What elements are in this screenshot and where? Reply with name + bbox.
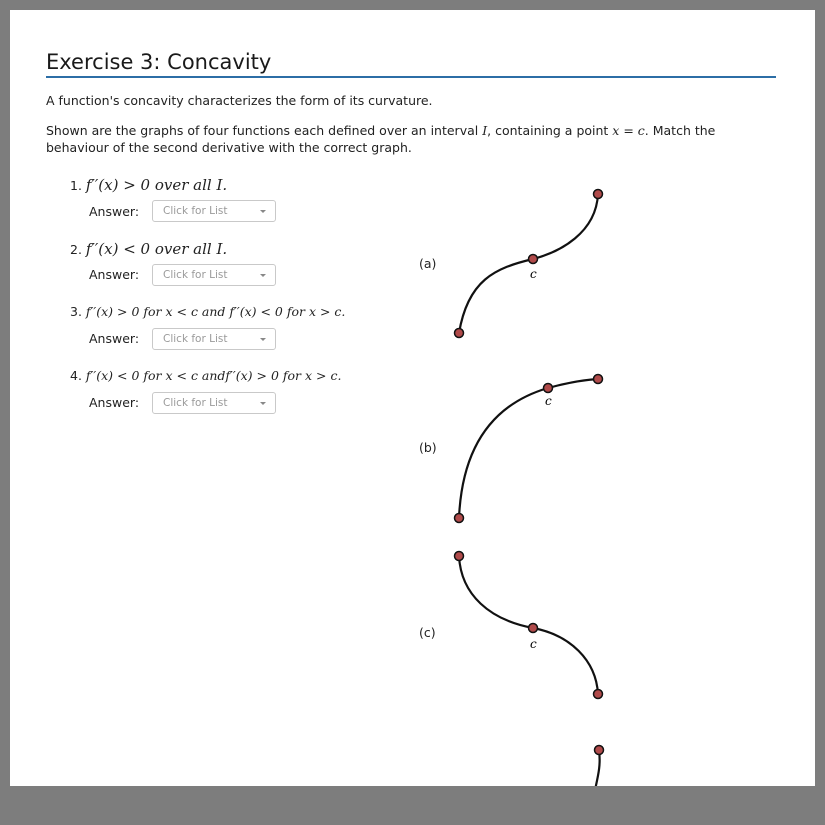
graph-b-point-c xyxy=(544,384,553,393)
graph-b-curve xyxy=(459,379,598,518)
question-text: f′′(x) < 0 over all I. xyxy=(85,240,228,258)
question-number: 1. xyxy=(70,178,82,193)
answer-label: Answer: xyxy=(89,395,140,410)
graph-c-endpoint xyxy=(455,552,464,561)
graph-label-b: (b) xyxy=(419,440,437,455)
select-placeholder: Click for List xyxy=(163,397,228,409)
graph-a-curve xyxy=(459,194,598,333)
graph-c-c-label: c xyxy=(530,637,537,651)
graph-label-a: (a) xyxy=(419,256,437,271)
answer-label: Answer: xyxy=(89,331,140,346)
question-text: f′′(x) > 0 for x < c and f′′(x) < 0 for x > c. xyxy=(85,304,346,319)
select-placeholder: Click for List xyxy=(163,269,228,281)
graph-b-c-label: c xyxy=(545,394,552,408)
graph-a-endpoint xyxy=(455,329,464,338)
intro-text: A function's concavity characterizes the form of its curvature. xyxy=(46,93,433,108)
graph-b-endpoint xyxy=(594,375,603,384)
graph-a xyxy=(455,190,603,338)
graph-a-endpoint xyxy=(594,190,603,199)
select-placeholder: Click for List xyxy=(163,205,228,217)
graph-d-endpoint xyxy=(595,746,604,755)
question-number: 2. xyxy=(70,242,82,257)
graph-b-endpoint xyxy=(455,514,464,523)
select-placeholder: Click for List xyxy=(163,333,228,345)
answer-label: Answer: xyxy=(89,267,140,282)
interval-symbol: I xyxy=(482,123,488,138)
graph-c-curve xyxy=(459,556,598,694)
instructions-part: , containing a point xyxy=(487,123,613,138)
graph-c-point-c xyxy=(529,624,538,633)
question-number: 4. xyxy=(70,368,82,383)
question-number: 3. xyxy=(70,304,82,319)
graph-label-c: (c) xyxy=(419,625,436,640)
graph-d-curve xyxy=(595,751,600,786)
instructions-part: Shown are the graphs of four functions each defined over an interval xyxy=(46,123,483,138)
graph-a-point-c xyxy=(529,255,538,264)
graph-c xyxy=(455,552,603,699)
instructions-part: . Match the behaviour of the second derivative with the correct graph. xyxy=(46,123,716,155)
graph-d-partial xyxy=(595,746,604,787)
exercise-page xyxy=(10,10,815,786)
question-text: f′′(x) < 0 for x < c andf′′(x) > 0 for x > c. xyxy=(85,368,342,383)
graph-a-c-label: c xyxy=(530,267,537,281)
question-text: f′′(x) > 0 over all I. xyxy=(85,176,228,194)
graph-c-endpoint xyxy=(594,690,603,699)
graph-b xyxy=(455,375,603,523)
answer-label: Answer: xyxy=(89,204,140,219)
graphs-figure xyxy=(10,10,815,786)
page-title: Exercise 3: Concavity xyxy=(46,50,776,78)
point-expression: x = c xyxy=(612,123,645,138)
